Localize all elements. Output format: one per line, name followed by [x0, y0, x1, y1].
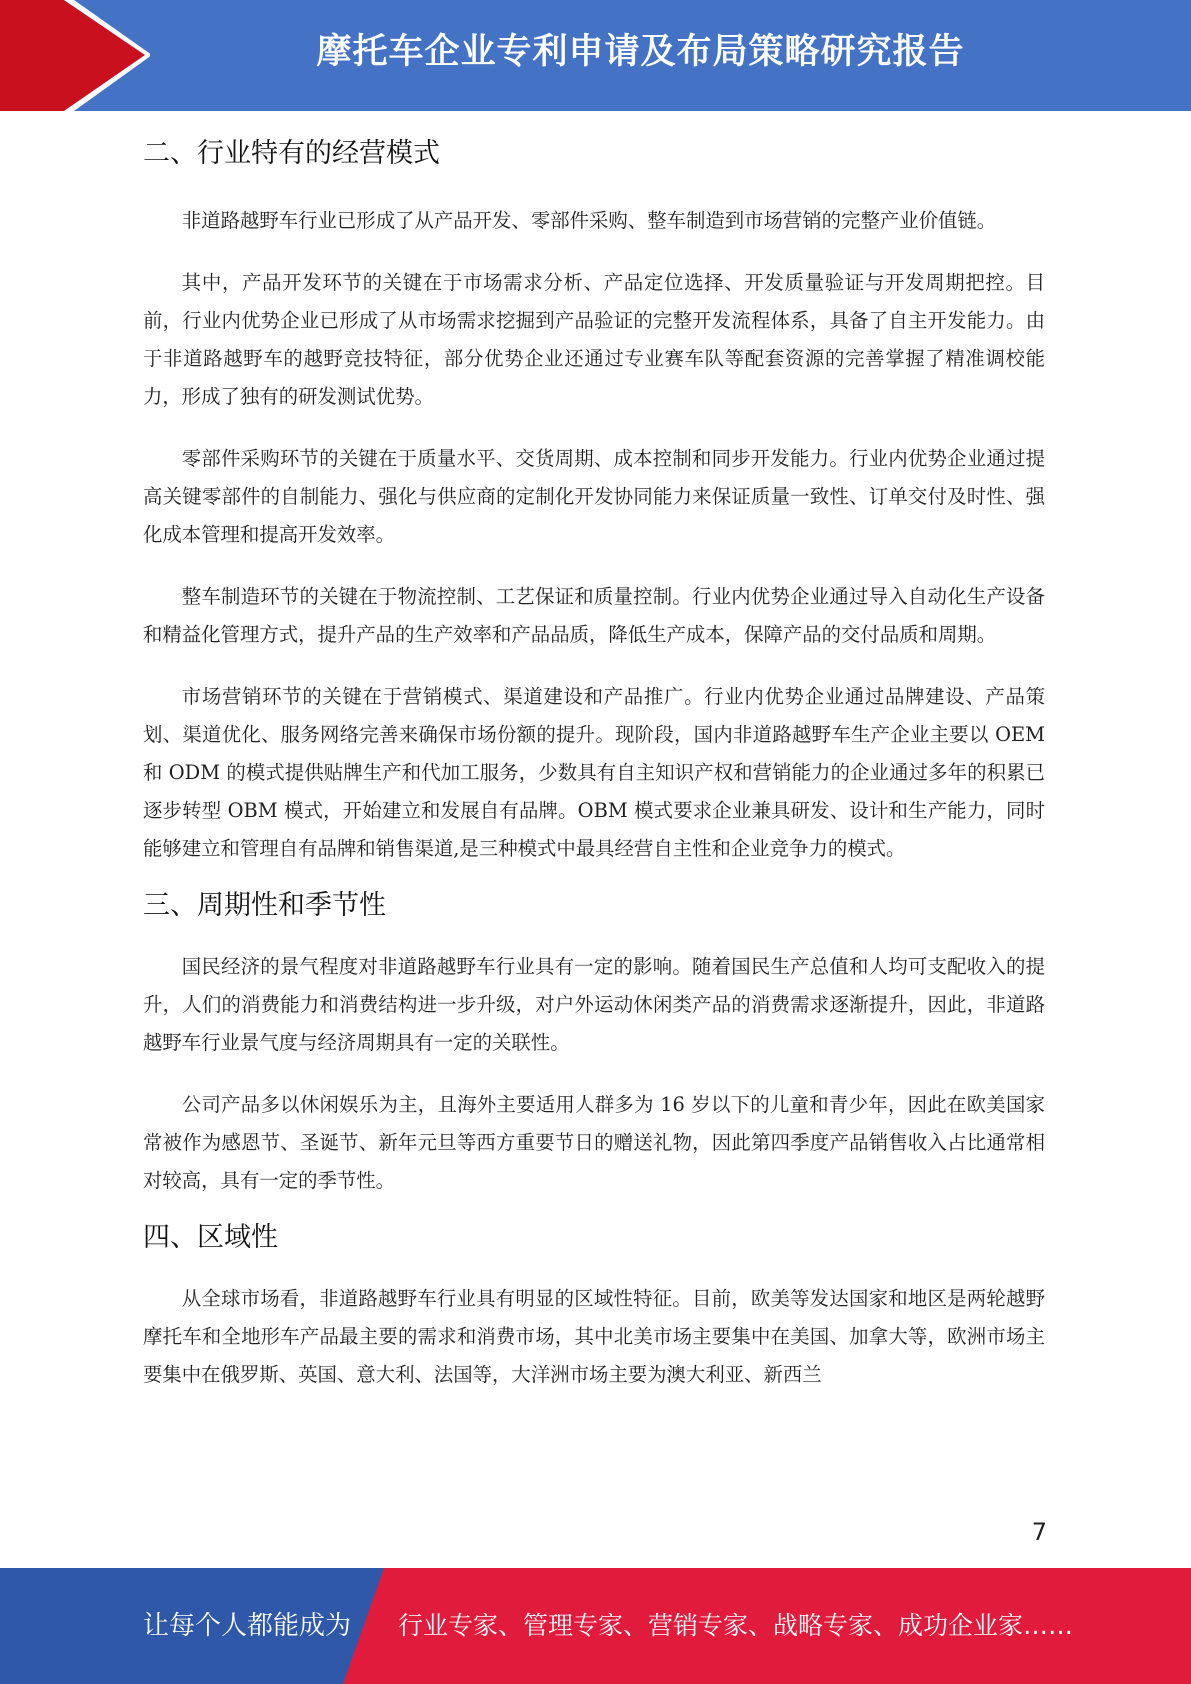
header-banner [0, 0, 1191, 111]
section-heading: 三、周期性和季节性 [143, 890, 386, 921]
paragraph: 国民经济的景气程度对非道路越野车行业具有一定的影响。随着国民生产总值和人均可支配收入的提升，人们的消费能力和消费结构进一步升级，对户外运动休闲类产品的消费需求逐渐提升，因此，非道路越野车行业景气度与经济周期具有一定的关联性。 [143, 955, 1045, 1054]
section-heading: 二、行业特有的经营模式 [143, 138, 440, 169]
paragraph: 其中，产品开发环节的关键在于市场需求分析、产品定位选择、开发质量验证与开发周期把控。目前，行业内优势企业已形成了从市场需求挖掘到产品验证的完整开发流程体系，具备了自主开发能力。由于非道路越野车的越野竞技特征，部分优势企业还通过专业赛车队等配套资源的完善掌握了精准调校能力，形成了独有的研发测试优势。 [143, 271, 1045, 408]
footer-slogan-right: 行业专家、管理专家、营销专家、战略专家、成功企业家…… [398, 1611, 1074, 1640]
section-heading: 四、区域性 [143, 1222, 278, 1253]
page-content [143, 128, 1045, 1394]
page-number: 7 [1031, 1518, 1047, 1546]
paragraph: 公司产品多以休闲娱乐为主，且海外主要适用人群多为 16 岁以下的儿童和青少年，因此在欧美国家常被作为感恩节、圣诞节、新年元旦等西方重要节日的赠送礼物，因此第四季度产品销售收入占比通常相对较高，具有一定的季节性。 [143, 1093, 1045, 1192]
paragraph: 从全球市场看，非道路越野车行业具有明显的区域性特征。目前，欧美等发达国家和地区是两轮越野摩托车和全地形车产品最主要的需求和消费市场，其中北美市场主要集中在美国、加拿大等，欧洲市场主要集中在俄罗斯、英国、意大利、法国等，大洋洲市场主要为澳大利亚、新西兰 [143, 1287, 1045, 1386]
paragraph: 非道路越野车行业已形成了从产品开发、零部件采购、整车制造到市场营销的完整产业价值链。 [181, 209, 997, 232]
paragraph: 零部件采购环节的关键在于质量水平、交货周期、成本控制和同步开发能力。行业内优势企业通过提高关键零部件的自制能力、强化与供应商的定制化开发协同能力来保证质量一致性、订单交付及时性、强化成本管理和提高开发效率。 [143, 447, 1045, 546]
chevron-arrow-graphic [0, 0, 150, 111]
paragraph: 整车制造环节的关键在于物流控制、工艺保证和质量控制。行业内优势企业通过导入自动化生产设备和精益化管理方式，提升产品的生产效率和产品品质，降低生产成本，保障产品的交付品质和周期。 [143, 585, 1045, 646]
footer-slogan-left: 让每个人都能成为 [143, 1611, 352, 1641]
paragraph: 市场营销环节的关键在于营销模式、渠道建设和产品推广。行业内优势企业通过品牌建设、产品策划、渠道优化、服务网络完善来确保市场份额的提升。现阶段，国内非道路越野车生产企业主要以 OEM 和 ODM 的模式提供贴牌生产和代加工服务，少数具有自主知识产权和营销能力的企业通过多年的积累已逐步转型 OBM 模式，开始建立和发展自有品牌。OBM 模式要求企业兼具研发、设计和生产能力，同时能够建立和管理自有品牌和销售渠道,是三种模式中最具经营自主性和企业竞争力的模式。 [143, 685, 1045, 860]
footer-banner [0, 1568, 1191, 1684]
report-title: 摩托车企业专利申请及布局策略研究报告 [316, 32, 965, 72]
